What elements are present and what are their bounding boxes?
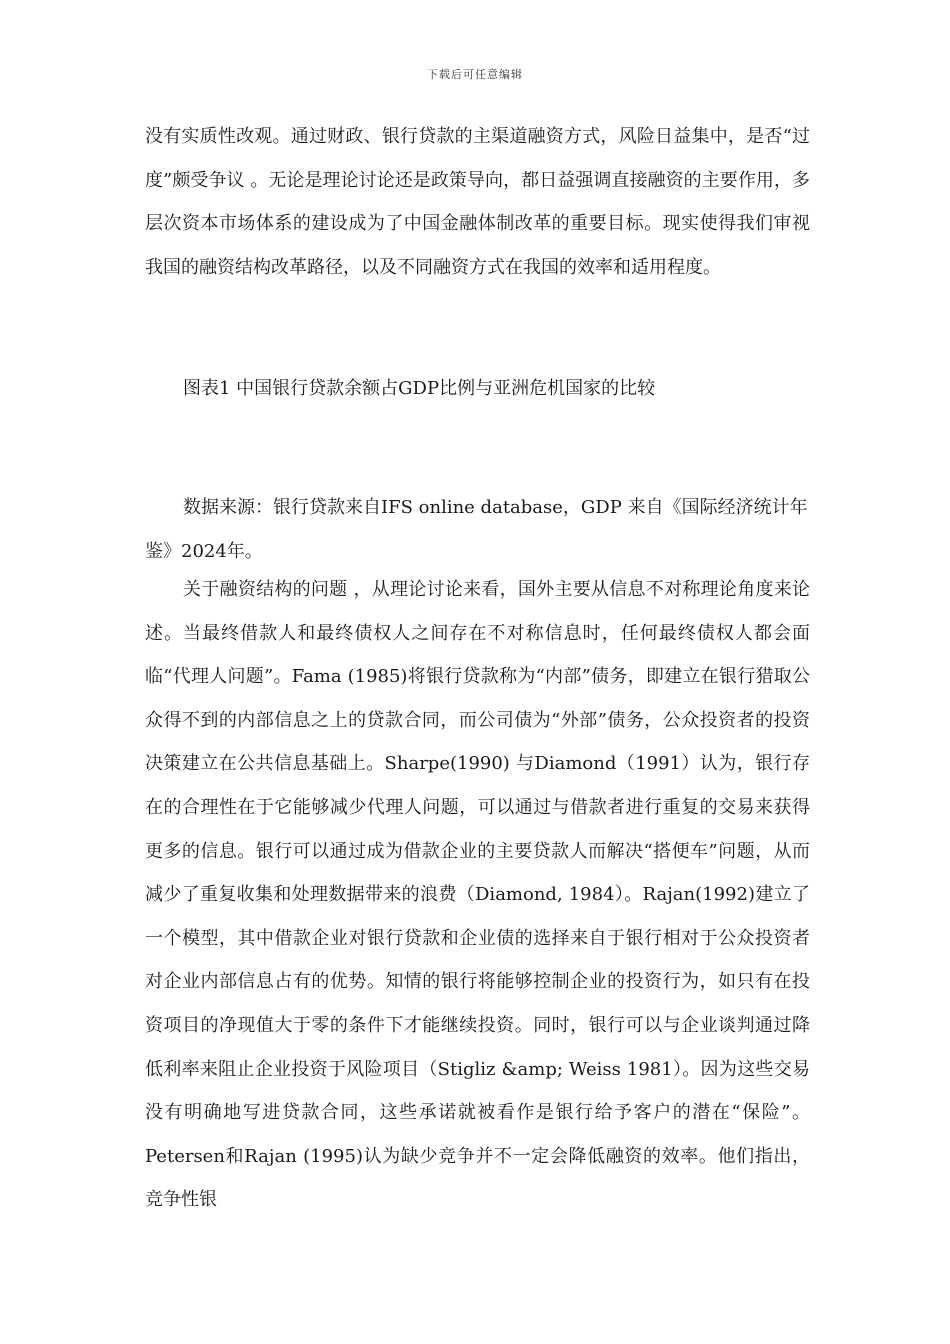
data-source-note: 数据来源：银行贷款来自IFS online database，GDP 来自《国际经济统计年鉴》2024年。 xyxy=(145,497,808,562)
header-note: 下载后可任意编辑 xyxy=(427,68,523,81)
intro-paragraph: 没有实质性改观。通过财政、银行贷款的主渠道融资方式，风险日益集中，是否“过度”颇受争议 。无论是理论讨论还是政策导向，都日益强调直接融资的主要作用，多层次资本市场体系的建设成为了中国金融体制改革的重要目标。现实使得我们审视我国的融资结构改革路径，以及不同融资方式在我国的效率和适用程度。 xyxy=(145,126,810,278)
theory-paragraph: 关于融资结构的问题 ，从理论讨论来看，国外主要从信息不对称理论角度来论述。当最终借款人和最终债权人之间存在不对称信息时，任何最终债权人都会面临“代理人问题”。Fama (1985)将银行贷款称为“内部”债务，即建立在银行猎取公众得不到的内部信息之上的贷款合同，而公司债为“外部”债务，公众投资者的投资决策建立在公共信息基础上。Sharpe(1990) 与Diamond（1991）认为，银行存在的合理性在于它能够减少代理人问题，可以通过与借款者进行重复的交易来获得更多的信息。银行可以通过成为借款企业的主要贷款人而解决“搭便车”问题，从而减少了重复收集和处理数据带来的浪费（Diamond, 1984）。Rajan(1992)建立了一个模型，其中借款企业对银行贷款和企业债的选择来自于银行相对于公众投资者对企业内部信息占有的优势。知情的银行将能够控制企业的投资行为，如只有在投资项目的净现值大于零的条件下才能继续投资。同时，银行可以与企业谈判通过降低利率来阻止企业投资于风险项目（Stigliz &amp; Weiss 1981）。因为这些交易没有明确地写进贷款合同，这些承诺就被看作是银行给予客户的潜在“保险”。Petersen和Rajan (1995)认为缺少竞争并不一定会降低融资的效率。他们指出，竞争性银 xyxy=(145,579,810,1211)
figure-caption: 图表1 中国银行贷款余额占GDP比例与亚洲危机国家的比较 xyxy=(183,378,656,399)
